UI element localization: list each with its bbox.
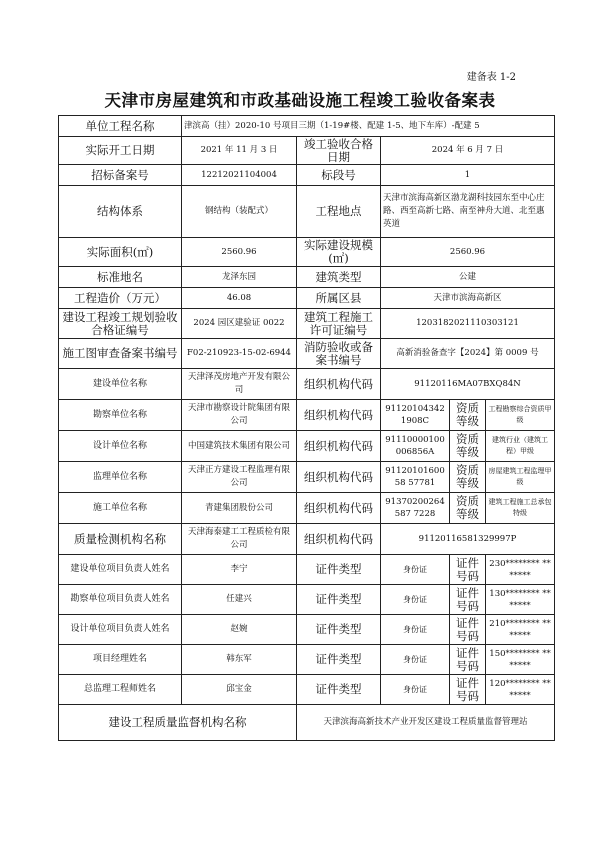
construction-permit-label: 建筑工程施工许可证编号 — [297, 309, 381, 339]
row-person-1 — [59, 585, 555, 615]
area-label: 实际面积(㎡) — [59, 238, 182, 267]
cert-type-label: 证件类型 — [297, 555, 381, 585]
row-unit-4 — [59, 493, 555, 524]
filing-table — [58, 115, 555, 741]
cert-no-value: 210******** ******* — [486, 615, 555, 645]
scale-value: 2560.96 — [381, 238, 555, 267]
unit-name: 天津正方建设工程监理有限公司 — [182, 462, 297, 493]
qualification-value: 建筑行业（建筑工程）甲级 — [486, 431, 555, 462]
unit-label: 建设单位名称 — [59, 369, 182, 400]
row-project-name — [59, 116, 555, 137]
cert-no-label: 证件号码 — [450, 555, 486, 585]
cert-type-value: 身份证 — [381, 585, 450, 615]
cert-type-label: 证件类型 — [297, 645, 381, 675]
form-number: 建备表 1-2 — [466, 72, 516, 83]
row-dates — [59, 137, 555, 165]
acceptance-date-value: 2024 年 6 月 7 日 — [381, 137, 555, 165]
org-code-label: 组织机构代码 — [297, 369, 381, 400]
tender-value: 12212021104004 — [182, 165, 297, 186]
row-person-2 — [59, 615, 555, 645]
qualification-value: 工程勘察综合资质甲级 — [486, 400, 555, 431]
row-unit-0 — [59, 369, 555, 400]
unit-name: 青建集团股份公司 — [182, 493, 297, 524]
row-unit-5 — [59, 524, 555, 555]
start-date-label: 实际开工日期 — [59, 137, 182, 165]
row-planning — [59, 309, 555, 339]
row-cost — [59, 288, 555, 309]
org-code-value: 91120116MA07BXQ84N — [381, 369, 555, 400]
unit-name: 天津海泰建工工程质检有限公司 — [182, 524, 297, 555]
cert-no-value: 120******** ******* — [486, 675, 555, 705]
cert-type-value: 身份证 — [381, 675, 450, 705]
supervision-value: 天津滨海高新技术产业开发区建设工程质量监督管理站 — [297, 705, 555, 741]
cert-no-label: 证件号码 — [450, 645, 486, 675]
row-unit-2 — [59, 431, 555, 462]
section-label: 标段号 — [297, 165, 381, 186]
qualification-value: 建筑工程施工总承包特级 — [486, 493, 555, 524]
org-code-label: 组织机构代码 — [297, 524, 381, 555]
org-code-label: 组织机构代码 — [297, 400, 381, 431]
person-label: 建设单位项目负责人姓名 — [59, 555, 182, 585]
row-person-0 — [59, 555, 555, 585]
landmark-value: 龙泽东园 — [182, 267, 297, 288]
org-code-value: 91110000100006856A — [381, 431, 450, 462]
cost-value: 46.08 — [182, 288, 297, 309]
construction-permit-value: 120318202111030312​1 — [381, 309, 555, 339]
cert-type-value: 身份证 — [381, 645, 450, 675]
person-label: 项目经理姓名 — [59, 645, 182, 675]
qualification-label: 资质等级 — [450, 400, 486, 431]
cert-no-value: 130******** ******* — [486, 585, 555, 615]
unit-label: 监理单位名称 — [59, 462, 182, 493]
cost-label: 工程造价（万元） — [59, 288, 182, 309]
building-type-label: 建筑类型 — [297, 267, 381, 288]
person-name: 邱宝金 — [182, 675, 297, 705]
start-date-value: 2021 年 11 月 3 日 — [182, 137, 297, 165]
org-code-label: 组织机构代码 — [297, 493, 381, 524]
unit-name: 天津泽茂房地产开发有限公司 — [182, 369, 297, 400]
unit-label: 施工单位名称 — [59, 493, 182, 524]
row-tender — [59, 165, 555, 186]
person-label: 设计单位项目负责人姓名 — [59, 615, 182, 645]
org-code-value: 911201043421908C — [381, 400, 450, 431]
building-type-value: 公建 — [381, 267, 555, 288]
qualification-label: 资质等级 — [450, 493, 486, 524]
person-label: 总监理工程师姓名 — [59, 675, 182, 705]
tender-label: 招标备案号 — [59, 165, 182, 186]
org-code-value: 91120116581329997P — [381, 524, 555, 555]
planning-cert-value: 2024 园区建验证 0022 — [182, 309, 297, 339]
structure-label: 结构体系 — [59, 186, 182, 238]
row-unit-3 — [59, 462, 555, 493]
row-supervision — [59, 705, 555, 741]
project-name-label: 单位工程名称 — [59, 116, 182, 137]
unit-label: 质量检测机构名称 — [59, 524, 182, 555]
org-code-value: 9112010160058 57781 — [381, 462, 450, 493]
person-name: 韩东军 — [182, 645, 297, 675]
cert-no-label: 证件号码 — [450, 675, 486, 705]
qualification-label: 资质等级 — [450, 462, 486, 493]
section-value: 1 — [381, 165, 555, 186]
location-label: 工程地点 — [297, 186, 381, 238]
org-code-value: 91370200264587 7228 — [381, 493, 450, 524]
planning-cert-label: 建设工程竣工规划验收合格证编号 — [59, 309, 182, 339]
org-code-label: 组织机构代码 — [297, 462, 381, 493]
fire-acceptance-label: 消防验收或备案书编号 — [297, 339, 381, 369]
person-name: 赵婉 — [182, 615, 297, 645]
unit-label: 勘察单位名称 — [59, 400, 182, 431]
row-person-3 — [59, 645, 555, 675]
person-name: 李宁 — [182, 555, 297, 585]
cert-no-label: 证件号码 — [450, 615, 486, 645]
org-code-label: 组织机构代码 — [297, 431, 381, 462]
page-title: 天津市房屋建筑和市政基础设施工程竣工验收备案表 — [104, 91, 496, 110]
cert-type-value: 身份证 — [381, 615, 450, 645]
acceptance-date-label: 竣工验收合格日期 — [297, 137, 381, 165]
cert-type-label: 证件类型 — [297, 675, 381, 705]
row-area — [59, 238, 555, 267]
cert-type-label: 证件类型 — [297, 585, 381, 615]
project-name-value: 津滨高（挂）2020-10 号项目三期（1-19#楼、配建 1-5、地下车库）-配建 5 — [182, 116, 555, 137]
fire-acceptance-value: 高新消验备查字【2024】第 0009 号 — [381, 339, 555, 369]
cert-no-label: 证件号码 — [450, 585, 486, 615]
landmark-label: 标准地名 — [59, 267, 182, 288]
person-label: 勘察单位项目负责人姓名 — [59, 585, 182, 615]
row-landmark — [59, 267, 555, 288]
supervision-label: 建设工程质量监督机构名称 — [59, 705, 297, 741]
location-value: 天津市滨海高新区渤龙湖科技园东至中心庄路、西至高新七路、南至神舟大道、北至惠英道 — [381, 186, 555, 238]
scale-label: 实际建设规模(㎡) — [297, 238, 381, 267]
person-name: 任建兴 — [182, 585, 297, 615]
unit-name: 中国建筑技术集团有限公司 — [182, 431, 297, 462]
drawing-review-value: F02-210923-15-02-6944 — [182, 339, 297, 369]
qualification-value: 房屋建筑工程监理甲级 — [486, 462, 555, 493]
row-structure — [59, 186, 555, 238]
district-label: 所属区县 — [297, 288, 381, 309]
unit-name: 天津市勘察设计院集团有限公司 — [182, 400, 297, 431]
row-person-4 — [59, 675, 555, 705]
structure-value: 钢结构（装配式） — [182, 186, 297, 238]
row-drawing — [59, 339, 555, 369]
area-value: 2560.96 — [182, 238, 297, 267]
cert-type-value: 身份证 — [381, 555, 450, 585]
unit-label: 设计单位名称 — [59, 431, 182, 462]
cert-no-value: 150******** ******* — [486, 645, 555, 675]
district-value: 天津市滨海高新区 — [381, 288, 555, 309]
cert-type-label: 证件类型 — [297, 615, 381, 645]
drawing-review-label: 施工图审查备案书编号 — [59, 339, 182, 369]
row-unit-1 — [59, 400, 555, 431]
cert-no-value: 230******** ******* — [486, 555, 555, 585]
qualification-label: 资质等级 — [450, 431, 486, 462]
